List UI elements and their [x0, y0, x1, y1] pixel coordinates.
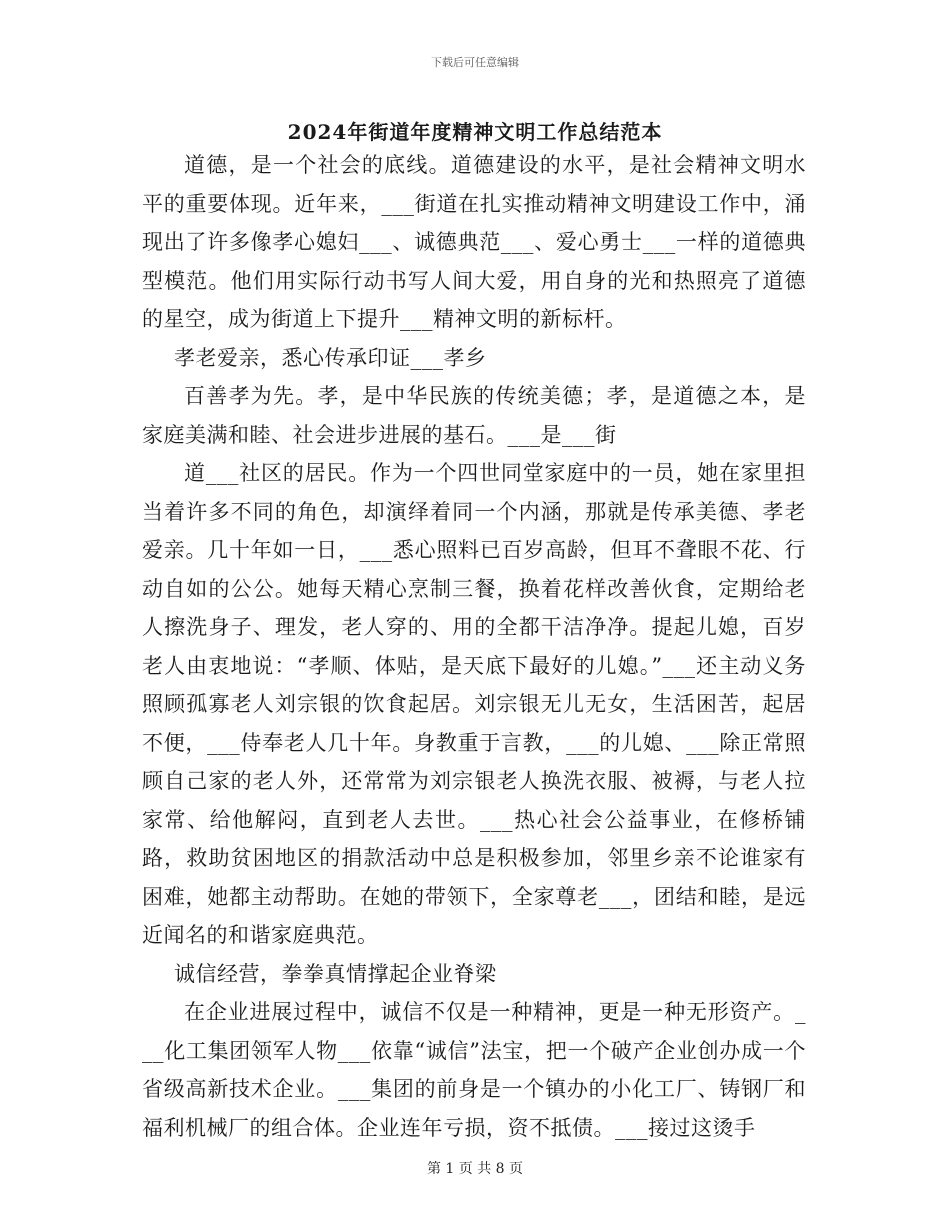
- header-note: 下载后可任意编辑: [431, 56, 519, 69]
- paragraph-filial-piety-story: 道___社区的居民。作为一个四世同堂家庭中的一员，她在家里担当着许多不同的角色，却演绎着同一个内涵，那就是传承美德、孝老爱亲。几十年如一日，___悉心照料已百岁高龄，但耳不聋眼不花、行动自如的公公。她每天精心烹制三餐，换着花样改善伙食，定期给老人擦洗身子、理发，老人穿的、用的全都干洁净净。提起儿媳，百岁老人由衷地说：“孝顺、体贴，是天底下最好的儿媳。”___还主动义务照顾孤寡老人刘宗银的饮食起居。刘宗银无儿无女，生活困苦，起居不便，___侍奉老人几十年。身教重于言教，___的儿媳、___除正常照顾自己家的老人外，还常常为刘宗银老人换洗衣服、被褥，与老人拉家常、给他解闷，直到老人去世。___热心社会公益事业，在修桥铺路，救助贫困地区的捐款活动中总是积极参加，邻里乡亲不论谁家有困难，她都主动帮助。在她的带领下，全家尊老___，团结和睦，是远近闻名的和谐家庭典范。: [142, 461, 806, 947]
- paragraph-integrity-story: 在企业进展过程中，诚信不仅是一种精神，更是一种无形资产。___化工集团领军人物___依靠“诚信”法宝，把一个破产企业创办成一个省级高新技术企业。___集团的前身是一个镇办的小化工厂、铸钢厂和福利机械厂的组合体。企业连年亏损，资不抵债。___接过这烫手: [142, 1000, 806, 1140]
- paragraph-filial-piety-intro: 百善孝为先。孝，是中华民族的传统美德；孝，是道德之本，是家庭美满和睦、社会进步进展的基石。___是___街: [142, 384, 806, 447]
- section-heading-filial-piety: 孝老爱亲，悉心传承印证___孝乡: [174, 345, 487, 370]
- page-number: 第 1 页 共 8 页: [426, 1161, 524, 1177]
- section-heading-integrity: 诚信经营，拳拳真情撑起企业脊梁: [174, 961, 497, 986]
- paragraph-intro: 道德，是一个社会的底线。道德建设的水平，是社会精神文明水平的重要体现。近年来，___街道在扎实推动精神文明建设工作中，涌现出了许多像孝心媳妇___、诚德典范___、爱心勇士___一样的道德典型模范。他们用实际行动书写人间大爱，用自身的光和热照亮了道德的星空，成为街道上下提升___精神文明的新标杆。: [142, 153, 806, 331]
- document-body: [142, 146, 806, 1147]
- document-title: 2024年街道年度精神文明工作总结范本: [287, 120, 663, 144]
